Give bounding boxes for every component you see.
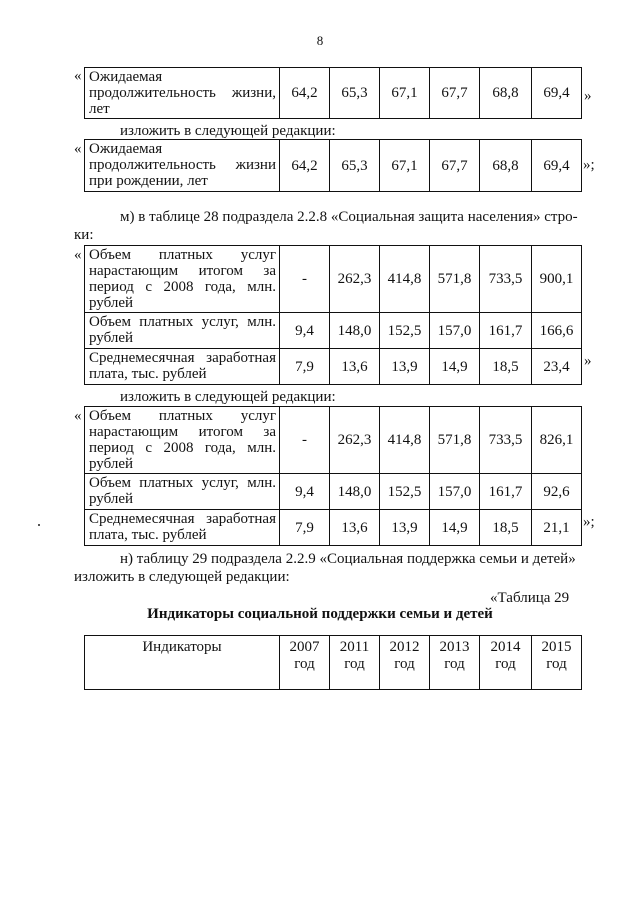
paragraph-n-line2: изложить в следующей редакции:: [74, 569, 290, 585]
value-cell: -: [280, 246, 330, 313]
value-cell: 69,4: [532, 140, 582, 192]
value-cell: 166,6: [532, 313, 582, 349]
table-title: Индикаторы социальной поддержки семьи и детей: [147, 606, 493, 622]
value-cell: 18,5: [480, 510, 532, 546]
value-cell: 67,7: [430, 140, 480, 192]
value-cell: 23,4: [532, 349, 582, 385]
year-label: 2013: [439, 639, 470, 655]
paragraph-m-line1: м) в таблице 28 подраздела 2.2.8 «Социальная защита населения» стро-: [120, 209, 578, 225]
year-unit: год: [444, 656, 465, 672]
open-quote: «: [74, 408, 82, 424]
value-cell: 161,7: [480, 313, 532, 349]
year-label: 2007: [289, 639, 320, 655]
value-cell: 14,9: [430, 510, 480, 546]
year-unit: год: [546, 656, 567, 672]
year-unit: год: [394, 656, 415, 672]
table-social-protection-new: [84, 406, 582, 546]
value-cell: 64,2: [280, 68, 330, 119]
table-row: [85, 474, 582, 510]
value-cell: 148,0: [330, 313, 380, 349]
year-label: 2012: [389, 639, 420, 655]
value-cell: 262,3: [330, 246, 380, 313]
value-cell: 13,6: [330, 349, 380, 385]
value-cell: 18,5: [480, 349, 532, 385]
value-cell: 14,9: [430, 349, 480, 385]
value-cell: 67,7: [430, 68, 480, 119]
value-cell: 92,6: [532, 474, 582, 510]
paragraph-m-line2: ки:: [74, 227, 94, 243]
table-social-protection-old: [84, 245, 582, 385]
paragraph-edit-1: изложить в следующей редакции:: [120, 123, 336, 139]
value-cell: 13,9: [380, 349, 430, 385]
value-cell: 9,4: [280, 313, 330, 349]
header-year-2013: [430, 636, 480, 690]
header-year-2015: [532, 636, 582, 690]
value-cell: 157,0: [430, 313, 480, 349]
year-label: 2014: [490, 639, 521, 655]
paragraph-edit-2: изложить в следующей редакции:: [120, 389, 336, 405]
value-cell: 69,4: [532, 68, 582, 119]
close-quote: »: [584, 88, 592, 104]
value-cell: 157,0: [430, 474, 480, 510]
value-cell: 571,8: [430, 407, 480, 474]
value-cell: 68,8: [480, 68, 532, 119]
header-year-2012: [380, 636, 430, 690]
value-cell: 148,0: [330, 474, 380, 510]
row-label: Объем платных услуг, млн. рублей: [85, 474, 280, 510]
open-quote: «: [74, 68, 82, 84]
value-cell: 65,3: [330, 68, 380, 119]
table-family-support: [84, 635, 582, 690]
row-label: Объем платных услуг нарастающим итогом за период с 2008 года, млн. рублей: [85, 407, 280, 474]
table-row: [85, 349, 582, 385]
value-cell: 64,2: [280, 140, 330, 192]
value-cell: 9,4: [280, 474, 330, 510]
year-label: 2011: [339, 639, 370, 655]
table-row: [85, 407, 582, 474]
table-caption: «Таблица 29: [490, 590, 570, 606]
row-label: Среднемесячная заработная плата, тыс. рублей: [85, 510, 280, 546]
close-quote: »: [584, 353, 592, 369]
row-label: Ожидаемая продолжительность жизни, лет: [85, 68, 280, 119]
value-cell: 161,7: [480, 474, 532, 510]
value-cell: 7,9: [280, 349, 330, 385]
table-life-expectancy-new: [84, 139, 582, 192]
page-number: 8: [316, 33, 324, 48]
value-cell: 67,1: [380, 140, 430, 192]
value-cell: 826,1: [532, 407, 582, 474]
value-cell: -: [280, 407, 330, 474]
year-unit: год: [495, 656, 516, 672]
value-cell: 65,3: [330, 140, 380, 192]
year-unit: год: [344, 656, 365, 672]
header-indicators: Индикаторы: [85, 636, 280, 690]
value-cell: 414,8: [380, 407, 430, 474]
header-year-2014: [480, 636, 532, 690]
year-label: 2015: [541, 639, 572, 655]
value-cell: 414,8: [380, 246, 430, 313]
value-cell: 13,9: [380, 510, 430, 546]
value-cell: 262,3: [330, 407, 380, 474]
header-year-2007: [280, 636, 330, 690]
open-quote: «: [74, 247, 82, 263]
value-cell: 571,8: [430, 246, 480, 313]
paragraph-n-line1: н) таблицу 29 подраздела 2.2.9 «Социальная поддержка семьи и детей»: [120, 551, 576, 567]
row-label: Ожидаемая продолжительность жизни при рождении, лет: [85, 140, 280, 192]
value-cell: 152,5: [380, 474, 430, 510]
value-cell: 67,1: [380, 68, 430, 119]
close-quote: »;: [583, 157, 595, 173]
value-cell: 13,6: [330, 510, 380, 546]
table-row: [85, 246, 582, 313]
close-quote: »;: [583, 514, 595, 530]
table-row: [85, 313, 582, 349]
value-cell: 900,1: [532, 246, 582, 313]
value-cell: 152,5: [380, 313, 430, 349]
header-year-2011: [330, 636, 380, 690]
value-cell: 7,9: [280, 510, 330, 546]
scan-speck: [38, 524, 40, 526]
row-label: Объем платных услуг нарастающим итогом за период с 2008 года, млн. рублей: [85, 246, 280, 313]
table-row: [85, 140, 582, 192]
row-label: Объем платных услуг, млн. рублей: [85, 313, 280, 349]
table-header-row: [85, 636, 582, 690]
table-life-expectancy-old: [84, 67, 582, 119]
table-row: [85, 510, 582, 546]
value-cell: 68,8: [480, 140, 532, 192]
open-quote: «: [74, 141, 82, 157]
value-cell: 733,5: [480, 407, 532, 474]
row-label: Среднемесячная заработная плата, тыс. рублей: [85, 349, 280, 385]
table-row: [85, 68, 582, 119]
value-cell: 733,5: [480, 246, 532, 313]
year-unit: год: [294, 656, 315, 672]
value-cell: 21,1: [532, 510, 582, 546]
